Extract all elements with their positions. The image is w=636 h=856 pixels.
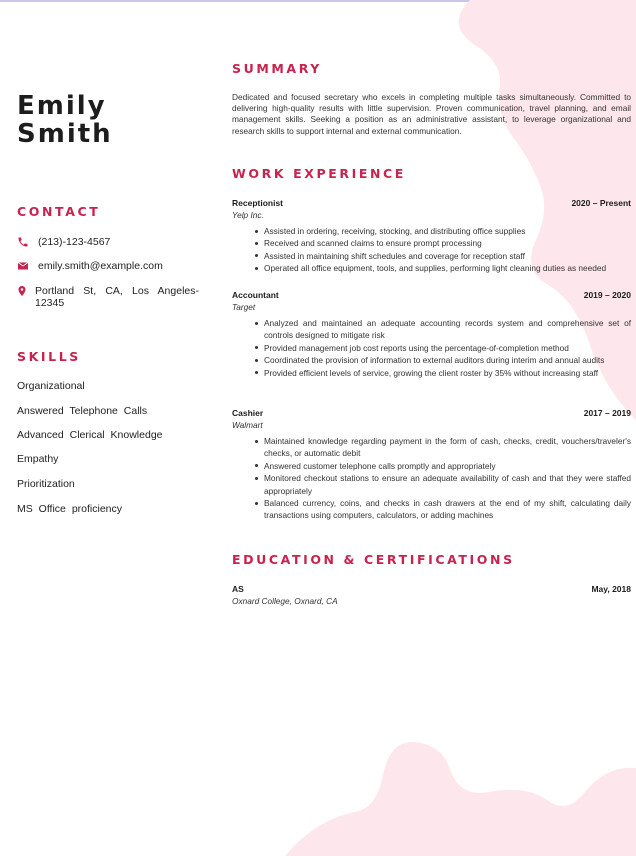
job-bullet: Balanced currency, coins, and checks in cash drawers at the end of my shift, calculating daily transactions using computers, calculators, or adding machines xyxy=(264,498,631,521)
job-company: Walmart xyxy=(232,420,263,430)
job-bullet: Assisted in ordering, receiving, stocking, and distributing office supplies xyxy=(264,225,631,237)
job-header xyxy=(232,198,631,210)
job-bullet: Maintained knowledge regarding payment in the form of cash, checks, credit, vouchers/traveler's checks, or automatic debit xyxy=(264,436,631,459)
phone-icon xyxy=(17,236,29,248)
job-bullet: Provided efficient levels of service, growing the client roster by 35% without increasing staff xyxy=(264,367,631,379)
skill-item: Prioritization xyxy=(17,478,75,490)
last-name: Smith xyxy=(17,119,113,149)
candidate-name xyxy=(17,92,113,148)
job-bullet: Coordinated the provision of information to external auditors during interim and annual audits xyxy=(264,354,631,366)
email-address[interactable]: emily.smith@example.com xyxy=(38,260,163,272)
job-entry xyxy=(232,408,631,522)
job-bullet: Answered customer telephone calls promptly and appropriately xyxy=(264,460,631,472)
job-dates: 2020 – Present xyxy=(571,198,631,208)
education-date: May, 2018 xyxy=(591,584,631,594)
job-role: Accountant xyxy=(232,290,279,300)
skill-item: Answered Telephone Calls xyxy=(17,405,148,417)
job-bullets xyxy=(232,317,631,379)
job-entry xyxy=(232,198,631,275)
envelope-icon xyxy=(17,260,29,272)
education-entry xyxy=(232,584,631,607)
education-heading: EDUCATION & CERTIFICATIONS xyxy=(232,552,515,567)
skill-item: Advanced Clerical Knowledge xyxy=(17,429,163,441)
work-experience-heading: WORK EXPERIENCE xyxy=(232,166,406,181)
skills-heading: SKILLS xyxy=(17,349,81,364)
address-text xyxy=(35,285,199,309)
summary-text: Dedicated and focused secretary who excels in completing multiple tasks simultaneously. Committed to delivering high-quality results with little supervision. Proven communication, travel planning, and email management skills. Seeking a position as an administrative assistant, to leverage organizational and research skills to support internal and external communication. xyxy=(232,92,631,136)
job-bullet: Analyzed and maintained an adequate accounting records system and comprehensive set of controls designed to mitigate risk xyxy=(264,318,631,341)
job-bullet: Received and scanned claims to ensure prompt processing xyxy=(264,237,631,249)
job-header xyxy=(232,408,631,420)
job-bullet: Operated all office equipment, tools, and supplies, performing light cleaning duties as needed xyxy=(264,262,631,274)
job-role: Receptionist xyxy=(232,198,284,208)
job-company: Yelp Inc. xyxy=(232,210,264,220)
job-bullets xyxy=(232,225,631,275)
contact-heading: CONTACT xyxy=(17,204,101,219)
job-bullets xyxy=(232,435,631,522)
location-pin-icon xyxy=(16,285,28,297)
job-bullet: Provided management job cost reports using the percentage-of-completion method xyxy=(264,342,631,354)
education-degree: AS xyxy=(232,584,244,594)
summary-heading: SUMMARY xyxy=(232,61,322,76)
decorative-blob-bottom xyxy=(285,740,636,856)
job-entry xyxy=(232,290,631,379)
job-header xyxy=(232,290,631,302)
education-school: Oxnard College, Oxnard, CA xyxy=(232,596,338,606)
skill-item: Organizational xyxy=(17,380,85,392)
job-bullet: Monitored checkout stations to ensure an adequate availability of cash and that they were staffed appropriately xyxy=(264,473,631,496)
job-dates: 2017 – 2019 xyxy=(583,408,631,418)
address-line-1: Portland St, CA, Los Angeles- xyxy=(35,285,199,297)
skill-item: Empathy xyxy=(17,453,59,465)
address-line-2: 12345 xyxy=(35,297,65,309)
education-header xyxy=(232,584,631,596)
job-bullet: Assisted in maintaining shift schedules and coverage for reception staff xyxy=(264,250,631,262)
job-role: Cashier xyxy=(232,408,264,418)
first-name: Emily xyxy=(17,91,107,121)
job-dates: 2019 – 2020 xyxy=(583,290,631,300)
phone-number[interactable]: (213)-123-4567 xyxy=(38,236,111,248)
job-company: Target xyxy=(232,302,256,312)
skill-item: MS Office proficiency xyxy=(17,503,123,515)
